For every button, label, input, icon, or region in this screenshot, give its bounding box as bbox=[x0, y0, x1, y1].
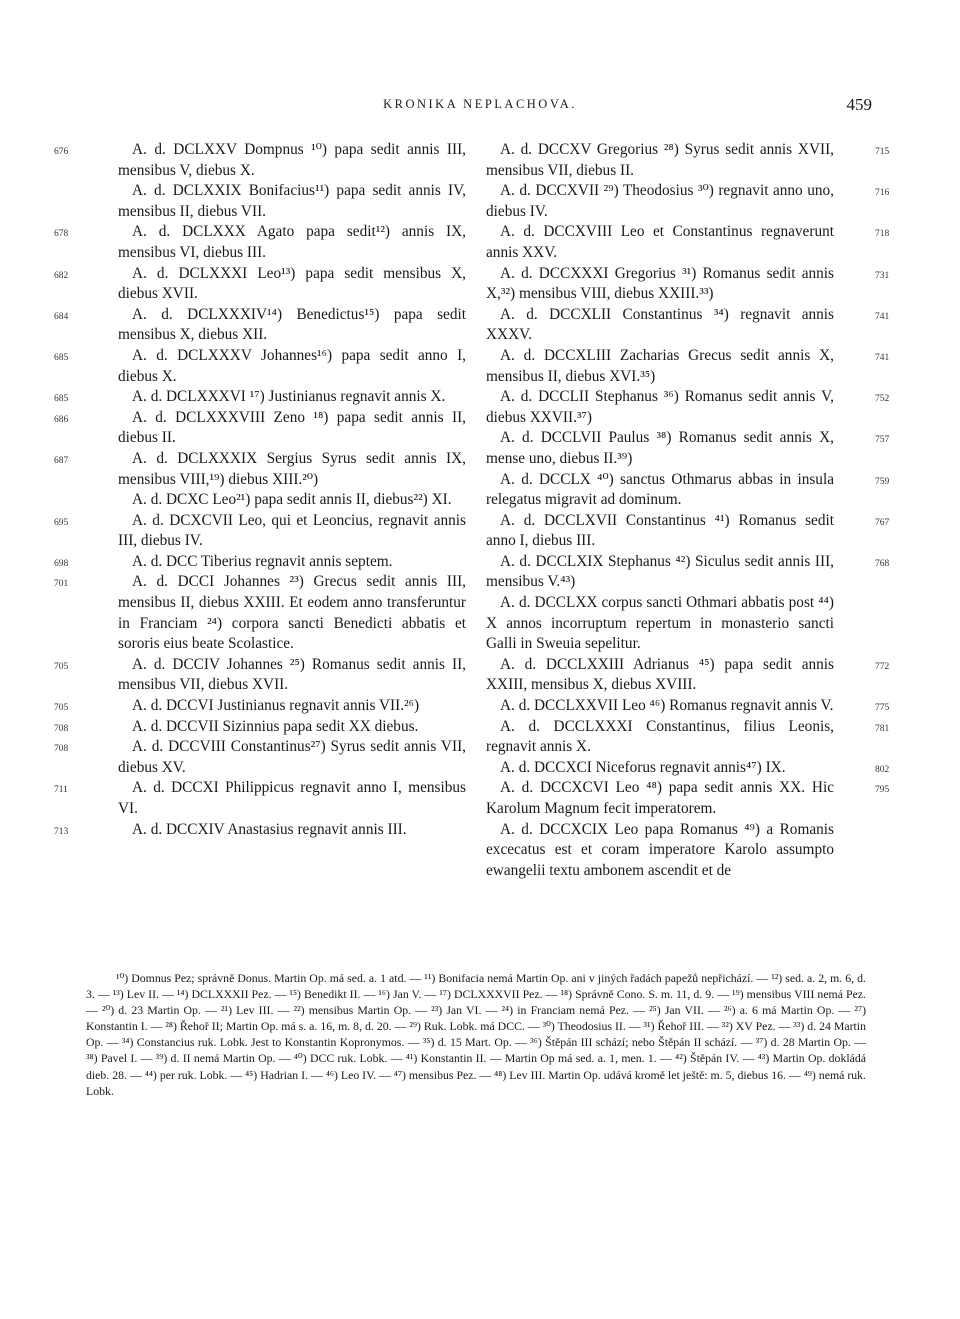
chronicle-entry bbox=[54, 222, 466, 263]
margin-year: 731 bbox=[875, 270, 890, 281]
chronicle-entry bbox=[54, 346, 466, 387]
chronicle-entry bbox=[54, 387, 466, 408]
chronicle-entry bbox=[54, 820, 466, 841]
margin-year: 713 bbox=[54, 826, 69, 837]
entry-text: A. d. DCCXV Gregorius ²⁸) Syrus sedit annis XVII, mensibus VII, diebus II. bbox=[486, 141, 834, 179]
entry-text: A. d. DCLXXXIV¹⁴) Benedictus¹⁵) papa sedit mensibus X, diebus XII. bbox=[118, 305, 466, 344]
entry-text: A. d. DCC Tiberius regnavit annis septem. bbox=[132, 552, 393, 570]
entry-text: A. d. DCCXVII ²⁹) Theodosius ³⁰) regnavit anno uno, diebus IV. bbox=[486, 182, 834, 220]
margin-year: 678 bbox=[54, 229, 69, 240]
margin-year: 741 bbox=[875, 352, 890, 363]
chronicle-entry bbox=[486, 428, 890, 469]
entry-text: A. d. DCCLXXXI Constantinus, filius Leonis, regnavit annis X. bbox=[486, 717, 834, 756]
entry-text: A. d. DCCLXIX Stephanus ⁴²) Siculus sedit annis III, mensibus V.⁴³) bbox=[486, 552, 834, 591]
chronicle-entry bbox=[486, 140, 890, 181]
entry-text: A. d. DCLXXXV Johannes¹⁶) papa sedit anno I, diebus X. bbox=[118, 346, 466, 385]
chronicle-entry bbox=[486, 820, 834, 882]
margin-year: 687 bbox=[54, 455, 69, 466]
entry-text: A. d. DCCXCVI Leo ⁴⁸) papa sedit annis XX. Hic Karolum Magnum fecit imperatorem. bbox=[486, 779, 834, 817]
margin-year: 718 bbox=[875, 229, 890, 240]
chronicle-entry bbox=[486, 387, 890, 428]
chronicle-entry bbox=[486, 264, 890, 305]
chronicle-entry bbox=[486, 346, 890, 387]
margin-year: 682 bbox=[54, 270, 69, 281]
chronicle-entry bbox=[54, 572, 466, 654]
margin-year: 715 bbox=[875, 147, 890, 157]
chronicle-entry bbox=[486, 778, 890, 819]
margin-year: 802 bbox=[875, 764, 890, 775]
chronicle-entry bbox=[54, 552, 466, 573]
margin-year: 686 bbox=[54, 414, 69, 425]
margin-year: 741 bbox=[875, 311, 890, 322]
chronicle-entry bbox=[486, 552, 890, 593]
margin-year: 705 bbox=[54, 661, 69, 672]
left-column bbox=[54, 140, 466, 840]
entry-text: A. d. DCCXIV Anastasius regnavit annis III. bbox=[132, 820, 407, 838]
chronicle-entry bbox=[486, 511, 890, 552]
entry-text: A. d. DCCVI Justinianus regnavit annis VII.²⁶) bbox=[132, 697, 420, 715]
margin-year: 768 bbox=[875, 558, 890, 569]
margin-year: 795 bbox=[875, 785, 890, 796]
entry-text: A. d. DCCXLII Constantinus ³⁴) regnavit annis XXXV. bbox=[486, 305, 834, 344]
margin-year: 705 bbox=[54, 703, 69, 714]
chronicle-entry bbox=[54, 140, 466, 181]
margin-year: 684 bbox=[54, 311, 69, 322]
margin-year: 759 bbox=[875, 476, 890, 487]
entry-text: A. d. DCCI Johannes ²³) Grecus sedit annis III, mensibus II, diebus XXIII. Et eodem anno transferuntur in Franciam ²⁴) corpora sancti Benedicti abbatis et sororis eius beate Scolastice. bbox=[118, 573, 466, 653]
entry-text: A. d. DCLXXXIX Sergius Syrus sedit annis IX, mensibus VIII,¹⁹) diebus XIII.²⁰) bbox=[118, 449, 466, 488]
entry-text: A. d. DCCLXX corpus sancti Othmari abbatis post ⁴⁴) X annos incorruptum repertum in monasterio sancti Galli in Sweuia sepelitur. bbox=[486, 594, 834, 653]
right-column bbox=[486, 140, 890, 881]
margin-year: 772 bbox=[875, 661, 890, 672]
entry-text: A. d. DCLXXXVIII Zeno ¹⁸) papa sedit annis II, diebus II. bbox=[118, 408, 466, 447]
margin-year: 685 bbox=[54, 352, 69, 363]
margin-year: 711 bbox=[54, 785, 68, 796]
chronicle-entry bbox=[486, 181, 890, 222]
entry-text: A. d. DCCLXVII Constantinus ⁴¹) Romanus sedit anno I, diebus III. bbox=[486, 511, 834, 550]
entry-text: A. d. DCCVIII Constantinus²⁷) Syrus sedit annis VII, diebus XV. bbox=[118, 738, 466, 776]
chronicle-entry bbox=[486, 696, 890, 717]
entry-text: A. d. DCCXXXI Gregorius ³¹) Romanus sedit annis X,³²) mensibus VIII, diebus XXIII.³³) bbox=[486, 264, 834, 303]
margin-year: 752 bbox=[875, 394, 890, 405]
entry-text: A. d. DCCLXXIII Adrianus ⁴⁵) papa sedit annis XXIII, mensibus X, diebus XVIII. bbox=[486, 655, 834, 694]
entry-text: A. d. DCLXXXVI ¹⁷) Justinianus regnavit annis X. bbox=[132, 388, 446, 406]
running-title: KRONIKA NEPLACHOVA. bbox=[383, 97, 577, 111]
margin-year: 685 bbox=[54, 394, 69, 405]
entry-text: A. d. DCCIV Johannes ²⁵) Romanus sedit annis II, mensibus VII, diebus XVII. bbox=[118, 655, 466, 694]
margin-year: 775 bbox=[875, 703, 890, 714]
page-number: 459 bbox=[846, 95, 872, 114]
entry-text: A. d. DCLXXIX Bonifacius¹¹) papa sedit annis IV, mensibus II, diebus VII. bbox=[118, 182, 466, 220]
chronicle-entry bbox=[54, 511, 466, 552]
entry-text: A. d. DCCLXXVII Leo ⁴⁶) Romanus regnavit annis V. bbox=[500, 697, 834, 715]
entry-text: A. d. DCCVII Sizinnius papa sedit XX diebus. bbox=[132, 717, 419, 735]
entry-text: A. d. DCCLX ⁴⁰) sanctus Othmarus abbas in insula relegatus migravit ad dominum. bbox=[486, 470, 834, 509]
entry-text: A. d. DCCXI Philippicus regnavit anno I, mensibus VI. bbox=[118, 779, 466, 817]
entry-text: A. d. DCCXCI Niceforus regnavit annis⁴⁷) IX. bbox=[500, 758, 786, 776]
margin-year: 708 bbox=[54, 723, 69, 734]
entry-text: A. d. DCXC Leo²¹) papa sedit annis II, diebus²²) XI. bbox=[132, 491, 452, 509]
entry-text: A. d. DCLXXX Agato papa sedit¹²) annis IX, mensibus VI, diebus III. bbox=[118, 223, 466, 261]
margin-year: 781 bbox=[875, 723, 890, 734]
chronicle-entry bbox=[54, 449, 466, 490]
margin-year: 701 bbox=[54, 579, 69, 590]
margin-year: 708 bbox=[54, 744, 69, 755]
chronicle-entry bbox=[54, 717, 466, 738]
margin-year: 767 bbox=[875, 517, 890, 528]
margin-year: 698 bbox=[54, 558, 69, 569]
margin-year: 676 bbox=[54, 147, 69, 157]
chronicle-entry bbox=[54, 737, 466, 778]
entry-text: A. d. DCCXLIII Zacharias Grecus sedit annis X, mensibus II, diebus XVI.³⁵) bbox=[486, 346, 834, 385]
chronicle-entry bbox=[486, 305, 890, 346]
chronicle-entry bbox=[486, 470, 890, 511]
chronicle-entry bbox=[54, 655, 466, 696]
chronicle-entry bbox=[54, 305, 466, 346]
chronicle-entry bbox=[486, 593, 834, 655]
margin-year: 716 bbox=[875, 188, 890, 199]
entry-text: A. d. DCCXCIX Leo papa Romanus ⁴⁹) a Romanis excecatus est et coram imperatore Karolo assumpto ewangelii textu ambonem ascendit et de bbox=[486, 820, 834, 879]
entry-text: A. d. DCCLII Stephanus ³⁶) Romanus sedit annis V, diebus XXVII.³⁷) bbox=[486, 388, 834, 426]
chronicle-entry bbox=[54, 264, 466, 305]
margin-year: 695 bbox=[54, 517, 69, 528]
chronicle-entry bbox=[486, 758, 890, 779]
entry-text: A. d. DCCXVIII Leo et Constantinus regnaverunt annis XXV. bbox=[486, 223, 834, 261]
entry-text: A. d. DCXCVII Leo, qui et Leoncius, regnavit annis III, diebus IV. bbox=[118, 511, 466, 550]
chronicle-entry bbox=[118, 490, 466, 511]
chronicle-entry bbox=[486, 717, 890, 758]
entry-text: A. d. DCLXXV Dompnus ¹⁰) papa sedit annis III, mensibus V, diebus X. bbox=[118, 141, 466, 179]
entry-text: A. d. DCLXXXI Leo¹³) papa sedit mensibus X, diebus XVII. bbox=[118, 264, 466, 303]
chronicle-entry bbox=[54, 408, 466, 449]
chronicle-entry bbox=[54, 778, 466, 819]
margin-year: 757 bbox=[875, 435, 890, 446]
chronicle-entry bbox=[486, 655, 890, 696]
chronicle-entry bbox=[54, 696, 466, 717]
entry-text: A. d. DCCLVII Paulus ³⁸) Romanus sedit annis X, mense uno, diebus II.³⁹) bbox=[486, 429, 834, 467]
page-header bbox=[0, 95, 960, 125]
chronicle-entry bbox=[118, 181, 466, 222]
chronicle-entry bbox=[486, 222, 890, 263]
footnotes: ¹⁰) Domnus Pez; správně Donus. Martin Op. má sed. a. 1 atd. — ¹¹) Bonifacia nemá Martin Op. ani v jiných řadách papežů nepřichází. — ¹²) sed. a. 2, m. 6, d. 3. — ¹³) Lev II. — ¹⁴) DCLXXXII Pez. — ¹⁵) Benedikt II. — ¹⁶) Jan V. — ¹⁷) DCLXXXVII Pez. — ¹⁸) Správně Cono. S. m. 11, d. 9. — ¹⁹) mensibus VIII nemá Pez. — ²⁰) d. 23 Martin Op. — ²¹) Lev III. — ²²) mensibus Martin Op. — ²³) Jan VI. — ²⁴) in Franciam nemá Pez. — ²⁵) Jan VII. — ²⁶) a. 6 má Martin Op. — ²⁷) Konstantin I. — ²⁸) Řehoř II; Martin Op. má s. a. 16, m. 8, d. 20. — ²⁹) Ruk. Lobk. má DCC. — ³⁰) Theodosius II. — ³¹) Řehoř III. — ³²) XV Pez. — ³³) d. 24 Martin Op. — ³⁴) Constancius ruk. Lobk. Jest to Konstantin Kopronymos. — ³⁵) d. 15 Mart. Op. — ³⁶) Štěpán III schází; nebo Štěpán II schází. — ³⁷) d. 28 Martin Op. — ³⁸) Pavel I. — ³⁹) d. II nemá Martin Op. — ⁴⁰) DCC ruk. Lobk. — ⁴¹) Konstantin II. — Martin Op má sed. a. 1, men. 1. — ⁴²) Štěpán IV. — ⁴³) Martin Op. dokládá dieb. 28. — ⁴⁴) per ruk. Lobk. — ⁴⁵) Hadrian I. — ⁴⁶) Leo IV. — ⁴⁷) mensibus Pez. — ⁴⁸) Lev III. Martin Op. udává kromě let ještě: m. 5, diebus 16. — ⁴⁹) nemá ruk. Lobk. bbox=[86, 971, 866, 1098]
